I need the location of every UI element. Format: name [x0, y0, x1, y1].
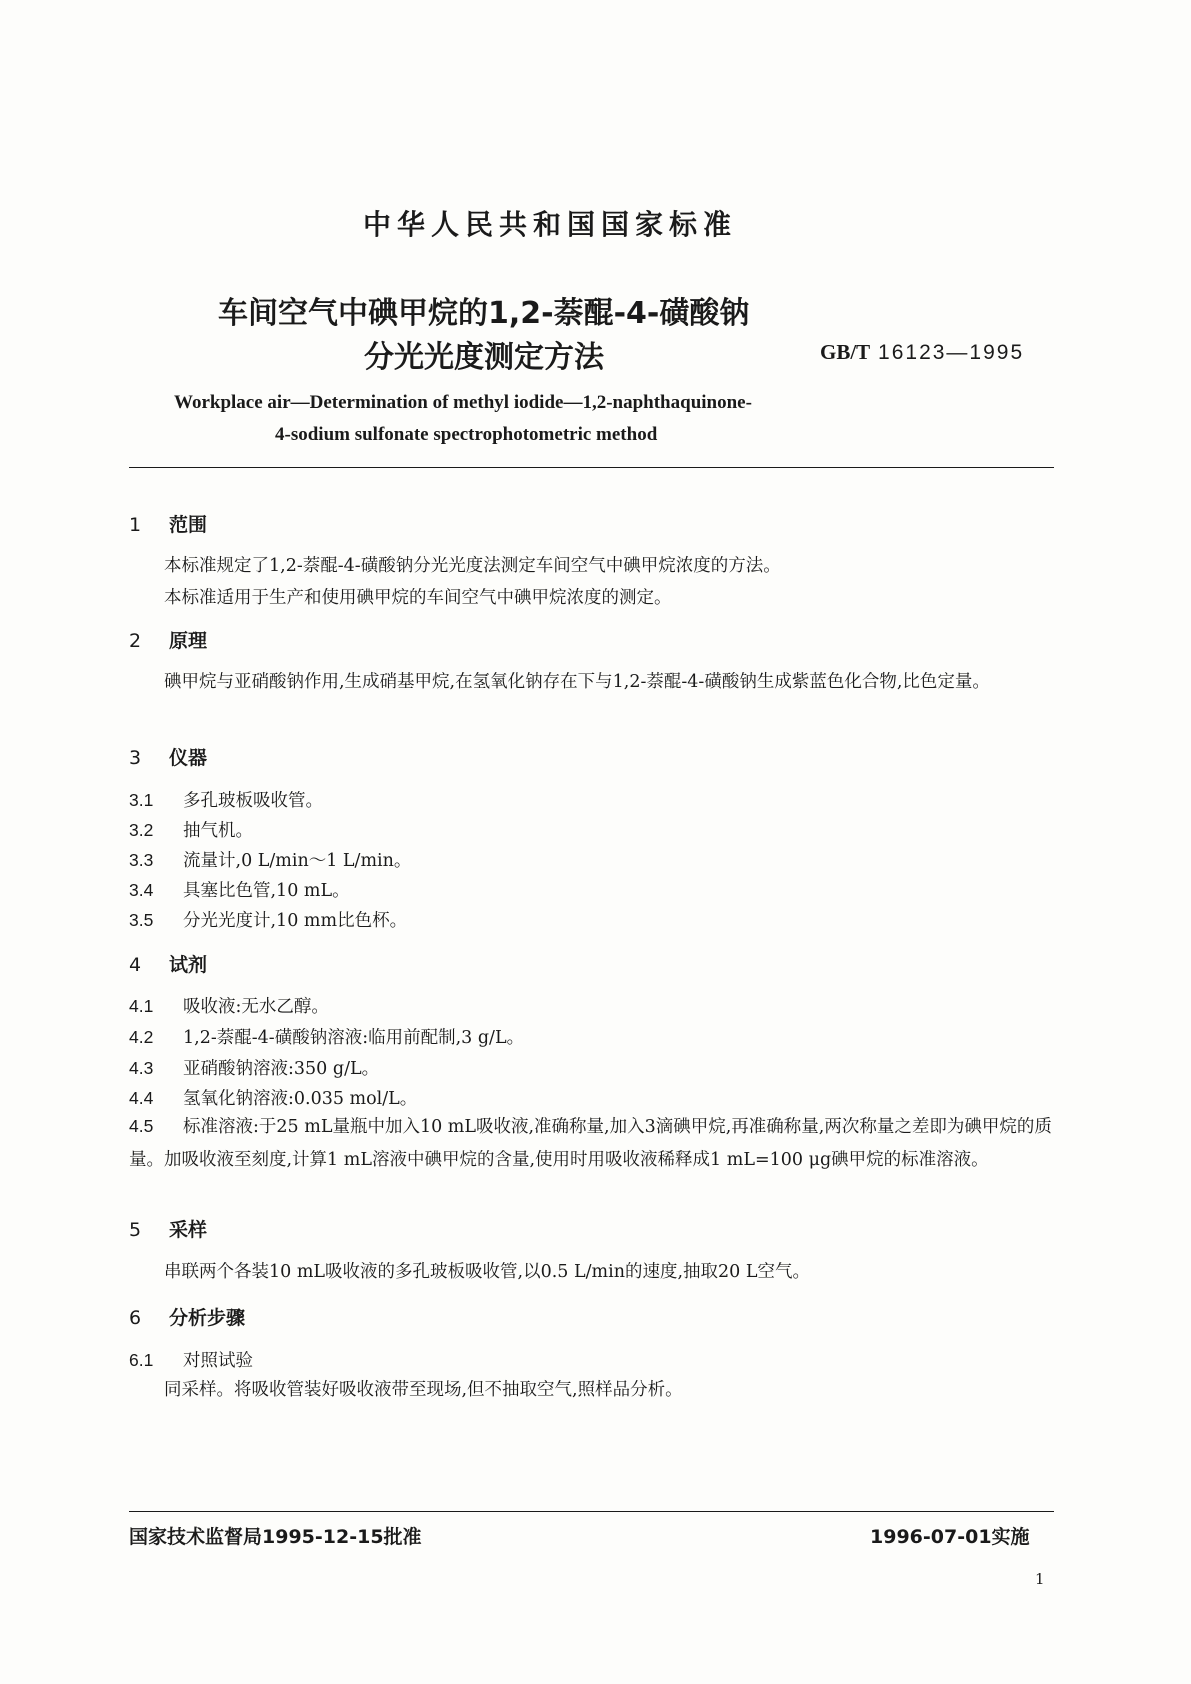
footer-divider: [129, 1511, 1054, 1512]
list-item: [129, 847, 411, 872]
list-item: [129, 1110, 1054, 1177]
list-item: [129, 1024, 524, 1049]
item-number: 3.4: [129, 880, 154, 900]
list-item: [129, 907, 407, 932]
english-title-line-2: 4-sodium sulfonate spectrophotometric method: [275, 424, 658, 445]
item-number: 6.1: [129, 1350, 154, 1370]
section-5-paragraph: 串联两个各装10 mL吸收液的多孔玻板吸收管,以0.5 L/min的速度,抽取20 L空气。: [164, 1262, 810, 1282]
item-text: 抽气机。: [183, 821, 253, 841]
item-text: 1,2-萘醌-4-磺酸钠溶液:临用前配制,3 g/L。: [183, 1028, 525, 1048]
section-title: 分析步骤: [169, 1307, 246, 1329]
list-item: [129, 1085, 417, 1110]
section-number: 6: [129, 1307, 142, 1329]
section-5-heading: [129, 1215, 207, 1242]
section-title: 原理: [169, 630, 208, 652]
item-number: 4.1: [129, 996, 154, 1016]
item-text: 流量计,0 L/min～1 L/min。: [183, 851, 412, 871]
section-number: 5: [129, 1219, 142, 1241]
item-text: 多孔玻板吸收管。: [183, 791, 323, 811]
section-number: 4: [129, 954, 142, 976]
section-2-paragraph: 碘甲烷与亚硝酸钠作用,生成硝基甲烷,在氢氧化钠存在下与1,2-萘醌-4-磺酸钠生成紫蓝色化合物,比色定量。: [164, 672, 990, 692]
item-text: 吸收液:无水乙醇。: [183, 997, 329, 1017]
item-number: 3.3: [129, 850, 154, 870]
section-4-heading: [129, 950, 207, 977]
section-3-heading: [129, 743, 207, 770]
title-line-1: 车间空气中碘甲烷的1,2-萘醌-4-磺酸钠: [218, 296, 750, 331]
english-title-line-1: Workplace air—Determination of methyl iodide—1,2-naphthaquinone-: [174, 392, 752, 413]
standard-prefix: GB/T: [820, 340, 871, 364]
section-1-paragraph-1: 本标准规定了1,2-萘醌-4-磺酸钠分光光度法测定车间空气中碘甲烷浓度的方法。: [164, 556, 781, 576]
national-standard-heading: 中华人民共和国国家标准: [362, 208, 737, 241]
item-number: 3.5: [129, 910, 154, 930]
list-item: [129, 993, 329, 1018]
title-line-2: 分光光度测定方法: [364, 340, 604, 375]
section-6-heading: [129, 1303, 245, 1330]
item-number: 4.2: [129, 1027, 154, 1047]
section-title: 采样: [169, 1219, 208, 1241]
section-title: 范围: [169, 514, 208, 536]
standard-number: [820, 340, 1024, 365]
item-text: 分光光度计,10 mm比色杯。: [183, 911, 408, 931]
standard-code: 16123—1995: [878, 341, 1025, 364]
list-item: [129, 877, 350, 902]
subsection-6-1-heading: [129, 1347, 253, 1372]
item-text: 氢氧化钠溶液:0.035 mol/L。: [183, 1089, 418, 1109]
item-number: 4.5: [129, 1116, 154, 1136]
subsection-title: 对照试验: [183, 1351, 253, 1371]
section-title: 仪器: [169, 747, 208, 769]
item-text: 亚硝酸钠溶液:350 g/L。: [183, 1059, 380, 1079]
section-number: 3: [129, 747, 142, 769]
list-item: [129, 787, 323, 812]
item-number: 3.2: [129, 820, 154, 840]
list-item: [129, 817, 253, 842]
item-number: 4.3: [129, 1058, 154, 1078]
section-number: 2: [129, 630, 142, 652]
section-number: 1: [129, 514, 142, 536]
list-item: [129, 1055, 379, 1080]
item-text: 标准溶液:于25 mL量瓶中加入10 mL吸收液,准确称量,加入3滴碘甲烷,再准确称量,两次称量之差即为碘甲烷的质量。加吸收液至刻度,计算1 mL溶液中碘甲烷的含量,使用时用吸收液稀释成1 mL=100 μg碘甲烷的标准溶液。: [129, 1117, 1052, 1170]
effective-date: 1996-07-01实施: [870, 1526, 1030, 1548]
item-number: 3.1: [129, 790, 154, 810]
header-divider: [129, 467, 1054, 468]
section-6-1-paragraph: 同采样。将吸收管装好吸收液带至现场,但不抽取空气,照样品分析。: [164, 1380, 683, 1400]
section-1-heading: [129, 510, 207, 537]
page-number: 1: [1035, 1570, 1045, 1588]
section-1-paragraph-2: 本标准适用于生产和使用碘甲烷的车间空气中碘甲烷浓度的测定。: [164, 588, 672, 608]
approval-date: 国家技术监督局1995-12-15批准: [129, 1526, 422, 1548]
section-title: 试剂: [169, 954, 208, 976]
section-2-heading: [129, 626, 207, 653]
item-text: 具塞比色管,10 mL。: [183, 881, 350, 901]
item-number: 4.4: [129, 1088, 154, 1108]
